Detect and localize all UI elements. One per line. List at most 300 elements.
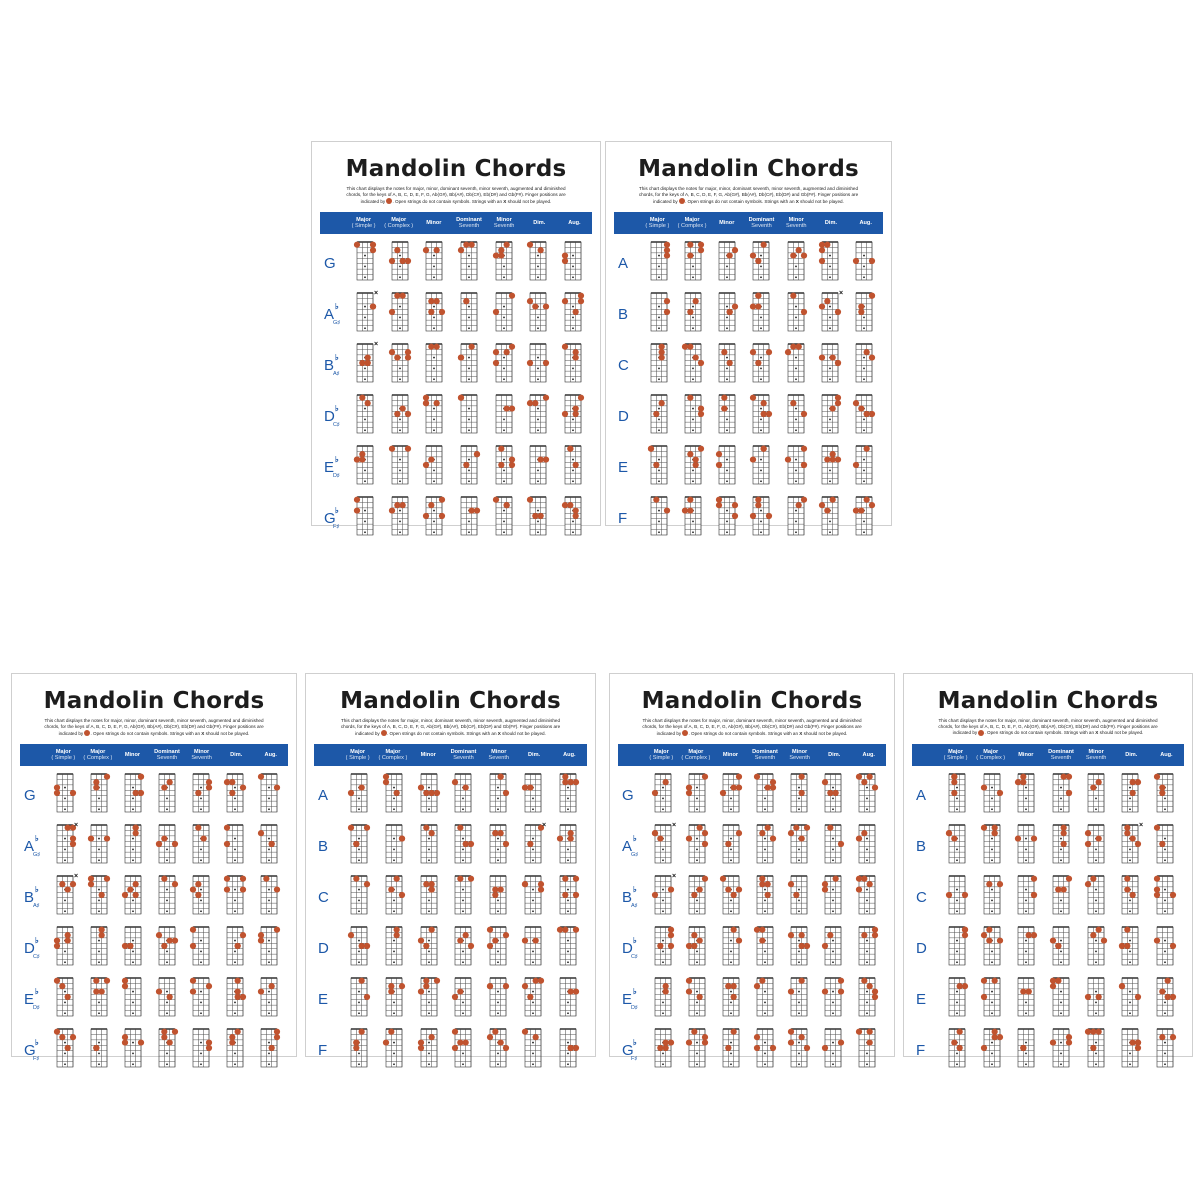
chord-diagram — [488, 821, 512, 872]
chord-diagrams — [644, 340, 883, 391]
chord-diagram — [1016, 923, 1040, 974]
chord-diagram — [1051, 923, 1075, 974]
description-line: chords, for the keys of A, B, C, D, E, F, G, Ab(G#), Bb(A#), Db(C#), Eb(D#) and Gb(F#). Finger positions are — [638, 192, 859, 198]
description-line — [628, 198, 869, 204]
flat-symbol: ♭ — [633, 987, 637, 996]
column-header-1 — [679, 744, 714, 766]
chord-diagram — [1155, 872, 1179, 923]
column-header-3 — [748, 744, 783, 766]
chord-diagram — [123, 770, 147, 821]
chord-row — [314, 770, 587, 821]
chord-diagram — [225, 974, 249, 1025]
column-header-4 — [782, 744, 817, 766]
chord-type-header — [912, 744, 1184, 766]
chord-diagrams — [350, 442, 592, 493]
chord-diagram — [419, 923, 443, 974]
chord-diagrams — [350, 391, 592, 442]
chord-diagram — [494, 340, 518, 391]
enharmonic-label: F♯ — [33, 1056, 40, 1062]
chord-diagram — [424, 442, 448, 493]
column-header-5 — [814, 212, 849, 234]
column-label: Minor — [193, 748, 210, 755]
description-text: . Open strings do not contain symbols. Strings with an — [392, 198, 503, 204]
enharmonic-label: F♯ — [333, 524, 340, 530]
chord-row — [20, 821, 288, 872]
description-line — [328, 730, 573, 736]
chord-type-header — [614, 212, 883, 234]
chord-diagrams — [648, 1025, 886, 1076]
key-letter: E — [618, 459, 629, 476]
column-label: Aug. — [859, 219, 872, 226]
chord-diagram — [786, 289, 810, 340]
column-header-4 — [487, 212, 522, 234]
column-header-2 — [713, 744, 748, 766]
chord-diagram — [755, 872, 779, 923]
chord-diagrams — [50, 974, 288, 1025]
chord-diagrams — [344, 923, 587, 974]
key-label — [618, 834, 648, 858]
chord-diagram — [494, 442, 518, 493]
key-label — [912, 787, 942, 804]
description-line — [632, 730, 872, 736]
chord-diagram — [857, 974, 881, 1025]
chord-diagram — [1016, 1025, 1040, 1076]
enharmonic-label: C♯ — [333, 422, 340, 428]
chord-diagram — [523, 1025, 547, 1076]
chord-diagram — [89, 1025, 113, 1076]
description-text: should not be played. — [1099, 730, 1144, 736]
key-label — [912, 1042, 942, 1059]
chord-row — [20, 1025, 288, 1076]
flat-symbol: ♭ — [335, 404, 339, 413]
column-header-2 — [416, 212, 451, 234]
chord-diagram — [653, 974, 677, 1025]
chord-diagram — [683, 442, 707, 493]
chord-diagram — [424, 289, 448, 340]
chord-row — [618, 872, 886, 923]
column-label: Dominant — [752, 748, 778, 755]
key-letter: B — [318, 838, 329, 855]
column-header-6 — [552, 744, 587, 766]
chord-diagrams — [350, 340, 592, 391]
chord-diagram — [123, 923, 147, 974]
chord-diagram — [191, 923, 215, 974]
enharmonic-label: G♯ — [631, 852, 639, 858]
enharmonic-label: D♯ — [631, 1005, 638, 1011]
chord-row — [912, 770, 1184, 821]
key-letter: B — [622, 889, 633, 906]
column-label: Aug. — [1160, 751, 1173, 758]
chord-diagram — [751, 442, 775, 493]
chord-row — [614, 493, 883, 544]
key-label — [614, 459, 644, 476]
chord-diagram — [854, 391, 878, 442]
chord-row — [320, 238, 592, 289]
key-label — [614, 306, 644, 323]
column-header-6 — [851, 744, 886, 766]
enharmonic-label: A♯ — [333, 371, 340, 377]
key-label — [912, 940, 942, 957]
chord-diagrams — [50, 1025, 288, 1076]
column-label: Major — [356, 216, 372, 223]
column-sublabel: Seventh — [453, 755, 474, 761]
description-text: . Open strings do not contain symbols. Strings with an — [688, 730, 799, 736]
chord-diagram — [982, 872, 1006, 923]
chord-diagram — [854, 442, 878, 493]
key-label — [20, 1038, 50, 1062]
column-sublabel: Seventh — [751, 223, 772, 229]
chord-diagram — [191, 770, 215, 821]
flat-symbol: ♭ — [633, 885, 637, 894]
chord-diagram — [823, 821, 847, 872]
chord-diagrams — [644, 442, 883, 493]
sheet-title: Mandolin Chords — [641, 688, 863, 714]
chord-row — [618, 821, 886, 872]
column-label: Minor — [722, 751, 739, 758]
key-label — [618, 987, 648, 1011]
chord-diagrams — [942, 770, 1184, 821]
chord-diagram — [528, 493, 552, 544]
chord-diagram — [755, 974, 779, 1025]
key-label — [20, 885, 50, 909]
key-letter: B — [916, 838, 927, 855]
column-header-0 — [340, 744, 375, 766]
chord-diagrams — [942, 974, 1184, 1025]
chord-diagram — [563, 493, 587, 544]
description-line: This chart displays the notes for major, minor, dominant seventh, minor seventh, augmented and diminished — [938, 718, 1158, 723]
description-text: indicated by — [360, 198, 386, 204]
chord-grid — [614, 238, 883, 527]
chord-diagram — [789, 974, 813, 1025]
chord-diagram — [528, 289, 552, 340]
chord-diagram — [823, 872, 847, 923]
chord-row — [614, 442, 883, 493]
chord-diagram — [349, 923, 373, 974]
column-label: Dim. — [533, 219, 546, 226]
chord-diagram — [123, 821, 147, 872]
column-label: Dominant — [1048, 748, 1074, 755]
chord-diagram — [89, 770, 113, 821]
column-label: Minor — [124, 751, 141, 758]
key-label — [320, 455, 350, 479]
chord-diagrams — [50, 872, 288, 923]
flat-symbol: ♭ — [35, 1038, 39, 1047]
description-line: chords, for the keys of A, B, C, D, E, F, G, Ab(G#), Bb(A#), Db(C#), Eb(D#) and Gb(F#). Finger positions are — [44, 724, 264, 730]
chord-diagram — [453, 1025, 477, 1076]
chord-diagrams — [648, 974, 886, 1025]
chord-diagram — [649, 442, 673, 493]
chord-diagrams — [50, 923, 288, 974]
chord-diagram — [191, 872, 215, 923]
chord-diagram — [717, 493, 741, 544]
column-label: Dominant — [456, 216, 482, 223]
chord-diagram — [488, 923, 512, 974]
column-sublabel: Seventh — [1050, 755, 1072, 761]
column-label: Major — [55, 748, 71, 755]
column-header-6 — [848, 212, 883, 234]
chord-diagram — [157, 770, 181, 821]
chord-diagram — [123, 1025, 147, 1076]
column-label: Minor — [420, 751, 436, 758]
description-text: indicated by — [653, 198, 678, 204]
chord-diagram — [453, 872, 477, 923]
chord-row — [314, 923, 587, 974]
column-header-6 — [557, 212, 592, 234]
chord-diagram — [854, 238, 878, 289]
column-header-1 — [375, 744, 410, 766]
svg-text:×: × — [74, 873, 79, 880]
x-mark-icon: X — [201, 730, 205, 736]
chord-diagram — [786, 340, 810, 391]
chord-diagrams — [644, 289, 883, 340]
column-label: Dominant — [748, 216, 775, 223]
chord-diagram — [947, 821, 971, 872]
description-line — [926, 730, 1170, 736]
chord-diagram — [1155, 1025, 1179, 1076]
chord-row — [314, 1025, 587, 1076]
chord-diagram — [717, 442, 741, 493]
sheet-description — [632, 718, 872, 737]
chord-row — [912, 821, 1184, 872]
key-letter: E — [622, 991, 633, 1008]
chord-diagram — [157, 821, 181, 872]
x-mark-icon: X — [503, 198, 507, 204]
chord-grid — [912, 770, 1184, 1059]
key-letter: G — [24, 1042, 36, 1059]
chord-diagram — [390, 442, 414, 493]
chord-sheet-accidentals-1 — [311, 141, 601, 530]
chord-diagram — [259, 770, 283, 821]
column-label: Major — [688, 748, 704, 755]
chord-diagram — [820, 442, 844, 493]
key-letter: B — [324, 357, 335, 374]
sheet-title: Mandolin Chords — [638, 156, 859, 182]
key-label — [320, 404, 350, 428]
sheet-title: Mandolin Chords — [937, 688, 1159, 714]
chord-diagram — [1120, 1025, 1144, 1076]
enharmonic-label: A♯ — [631, 903, 638, 909]
chord-diagrams — [344, 974, 587, 1025]
key-letter: A — [24, 838, 35, 855]
chord-diagram — [982, 770, 1006, 821]
description-line: This chart displays the notes for major, minor, dominant seventh, minor seventh, augmented and diminished — [638, 186, 859, 191]
chord-diagram — [649, 493, 673, 544]
description-text: indicated by — [355, 730, 380, 736]
chord-diagram — [721, 872, 745, 923]
chord-diagram — [558, 821, 582, 872]
key-label — [314, 838, 344, 855]
chord-diagrams — [50, 770, 288, 821]
chord-diagram — [424, 340, 448, 391]
flat-symbol: ♭ — [633, 834, 637, 843]
key-label — [912, 889, 942, 906]
key-letter: B — [24, 889, 35, 906]
chord-diagram — [947, 1025, 971, 1076]
key-letter: C — [618, 357, 629, 374]
chord-diagram — [494, 391, 518, 442]
chord-diagram — [1086, 974, 1110, 1025]
chord-diagram — [424, 238, 448, 289]
svg-text:×: × — [374, 341, 379, 348]
chord-diagram — [225, 1025, 249, 1076]
chord-diagram — [823, 974, 847, 1025]
column-header-4 — [481, 744, 516, 766]
description-line — [334, 198, 578, 204]
column-header-5 — [817, 744, 852, 766]
description-text: should not be played. — [800, 198, 844, 204]
enharmonic-label: C♯ — [631, 954, 638, 960]
x-mark-icon: X — [799, 730, 803, 736]
svg-text:×: × — [672, 822, 677, 829]
chord-diagram — [528, 442, 552, 493]
chord-diagram — [494, 238, 518, 289]
description-line: This chart displays the notes for major, minor, dominant seventh, minor seventh, augmented and diminished — [346, 186, 566, 191]
svg-text:×: × — [838, 290, 843, 297]
chord-diagrams — [942, 872, 1184, 923]
key-letter: A — [618, 255, 629, 272]
chord-diagram — [721, 821, 745, 872]
chord-diagram — [225, 872, 249, 923]
key-label — [320, 506, 350, 530]
chord-diagram — [89, 872, 113, 923]
key-letter: D — [324, 408, 335, 425]
chord-diagram — [563, 442, 587, 493]
column-label: Dim. — [230, 751, 243, 758]
chord-diagram — [349, 1025, 373, 1076]
chord-diagram — [823, 770, 847, 821]
chord-diagram — [751, 391, 775, 442]
key-letter: E — [324, 459, 335, 476]
key-letter: G — [24, 787, 36, 804]
chord-diagram — [225, 770, 249, 821]
column-header-5 — [219, 744, 254, 766]
column-label: Minor — [788, 216, 804, 223]
chord-diagram — [1051, 1025, 1075, 1076]
chord-row — [618, 1025, 886, 1076]
chord-diagram — [857, 770, 881, 821]
chord-diagram — [1086, 923, 1110, 974]
chord-diagram — [523, 872, 547, 923]
key-label — [614, 357, 644, 374]
chord-diagram — [653, 1025, 677, 1076]
column-sublabel: ( Complex ) — [976, 755, 1006, 761]
chord-diagram — [947, 923, 971, 974]
chord-diagram — [523, 974, 547, 1025]
chord-diagram — [1051, 770, 1075, 821]
chord-diagram — [717, 238, 741, 289]
sheet-title: Mandolin Chords — [43, 688, 265, 714]
x-mark-icon: X — [497, 730, 501, 736]
chord-diagram — [755, 923, 779, 974]
column-header-0 — [644, 744, 679, 766]
enharmonic-label: G♯ — [333, 320, 341, 326]
chord-diagram — [488, 1025, 512, 1076]
chord-diagram — [55, 821, 79, 872]
chord-diagram — [721, 974, 745, 1025]
key-label — [320, 255, 350, 272]
chord-diagrams — [344, 770, 587, 821]
chord-diagram — [558, 1025, 582, 1076]
description-text: indicated by — [952, 730, 978, 736]
column-label: Major — [649, 216, 665, 223]
key-label — [912, 991, 942, 1008]
chord-diagram — [390, 493, 414, 544]
key-label — [618, 885, 648, 909]
chord-diagram — [453, 821, 477, 872]
svg-text:×: × — [374, 290, 379, 297]
key-letter: A — [916, 787, 927, 804]
chord-diagram — [687, 974, 711, 1025]
sheet-title: Mandolin Chords — [340, 688, 561, 714]
chord-row — [912, 923, 1184, 974]
description-text: . Open strings do not contain symbols. Strings with an — [386, 730, 497, 736]
chord-diagram — [89, 821, 113, 872]
chord-diagram — [523, 923, 547, 974]
column-sublabel: ( Simple ) — [649, 755, 674, 761]
chord-diagram — [191, 974, 215, 1025]
column-label: Minor — [1088, 748, 1104, 755]
chord-diagram — [786, 493, 810, 544]
chord-diagram — [687, 1025, 711, 1076]
chord-diagram — [1086, 872, 1110, 923]
chord-diagram — [823, 923, 847, 974]
chord-row — [320, 391, 592, 442]
description-line: chords, for the keys of A, B, C, D, E, F, G, Ab(G#), Bb(A#), Db(C#), Eb(D#) and Gb(F#). Finger positions are — [642, 724, 862, 730]
chord-diagram — [789, 923, 813, 974]
column-header-2 — [1008, 744, 1043, 766]
column-label: Aug. — [563, 751, 576, 758]
column-label: Major — [350, 748, 366, 755]
column-header-1 — [81, 744, 116, 766]
chord-diagram — [259, 923, 283, 974]
key-letter: A — [622, 838, 633, 855]
chord-diagram — [355, 442, 379, 493]
chord-diagram — [982, 974, 1006, 1025]
column-label: Dim. — [828, 751, 841, 758]
chord-row — [20, 770, 288, 821]
column-sublabel: ( Complex ) — [681, 755, 711, 761]
chord-diagrams — [350, 493, 592, 544]
column-sublabel: Seventh — [488, 755, 510, 761]
chord-diagram — [459, 340, 483, 391]
column-label: Major — [684, 216, 700, 223]
chord-diagram — [424, 391, 448, 442]
chord-row — [20, 872, 288, 923]
column-header-1 — [381, 212, 416, 234]
chord-diagram — [1086, 1025, 1110, 1076]
chord-diagram — [653, 923, 677, 974]
key-label — [20, 987, 50, 1011]
chord-diagram — [355, 238, 379, 289]
column-label: Minor — [1018, 751, 1034, 758]
chord-diagram — [1120, 770, 1144, 821]
chord-diagram — [786, 442, 810, 493]
chord-diagram — [857, 821, 881, 872]
flat-symbol: ♭ — [35, 834, 39, 843]
chord-diagram — [384, 974, 408, 1025]
key-letter: D — [618, 408, 629, 425]
chord-diagram — [89, 923, 113, 974]
chord-diagram — [459, 391, 483, 442]
key-letter: F — [618, 510, 628, 527]
chord-row — [320, 493, 592, 544]
description-line: This chart displays the notes for major, minor, dominant seventh, minor seventh, augmented and diminished — [44, 718, 264, 723]
chord-diagram — [225, 821, 249, 872]
chord-row — [320, 340, 592, 391]
flat-symbol: ♭ — [35, 936, 39, 945]
chord-diagrams — [648, 770, 886, 821]
description-text: . Open strings do not contain symbols. Strings with an — [684, 198, 795, 204]
